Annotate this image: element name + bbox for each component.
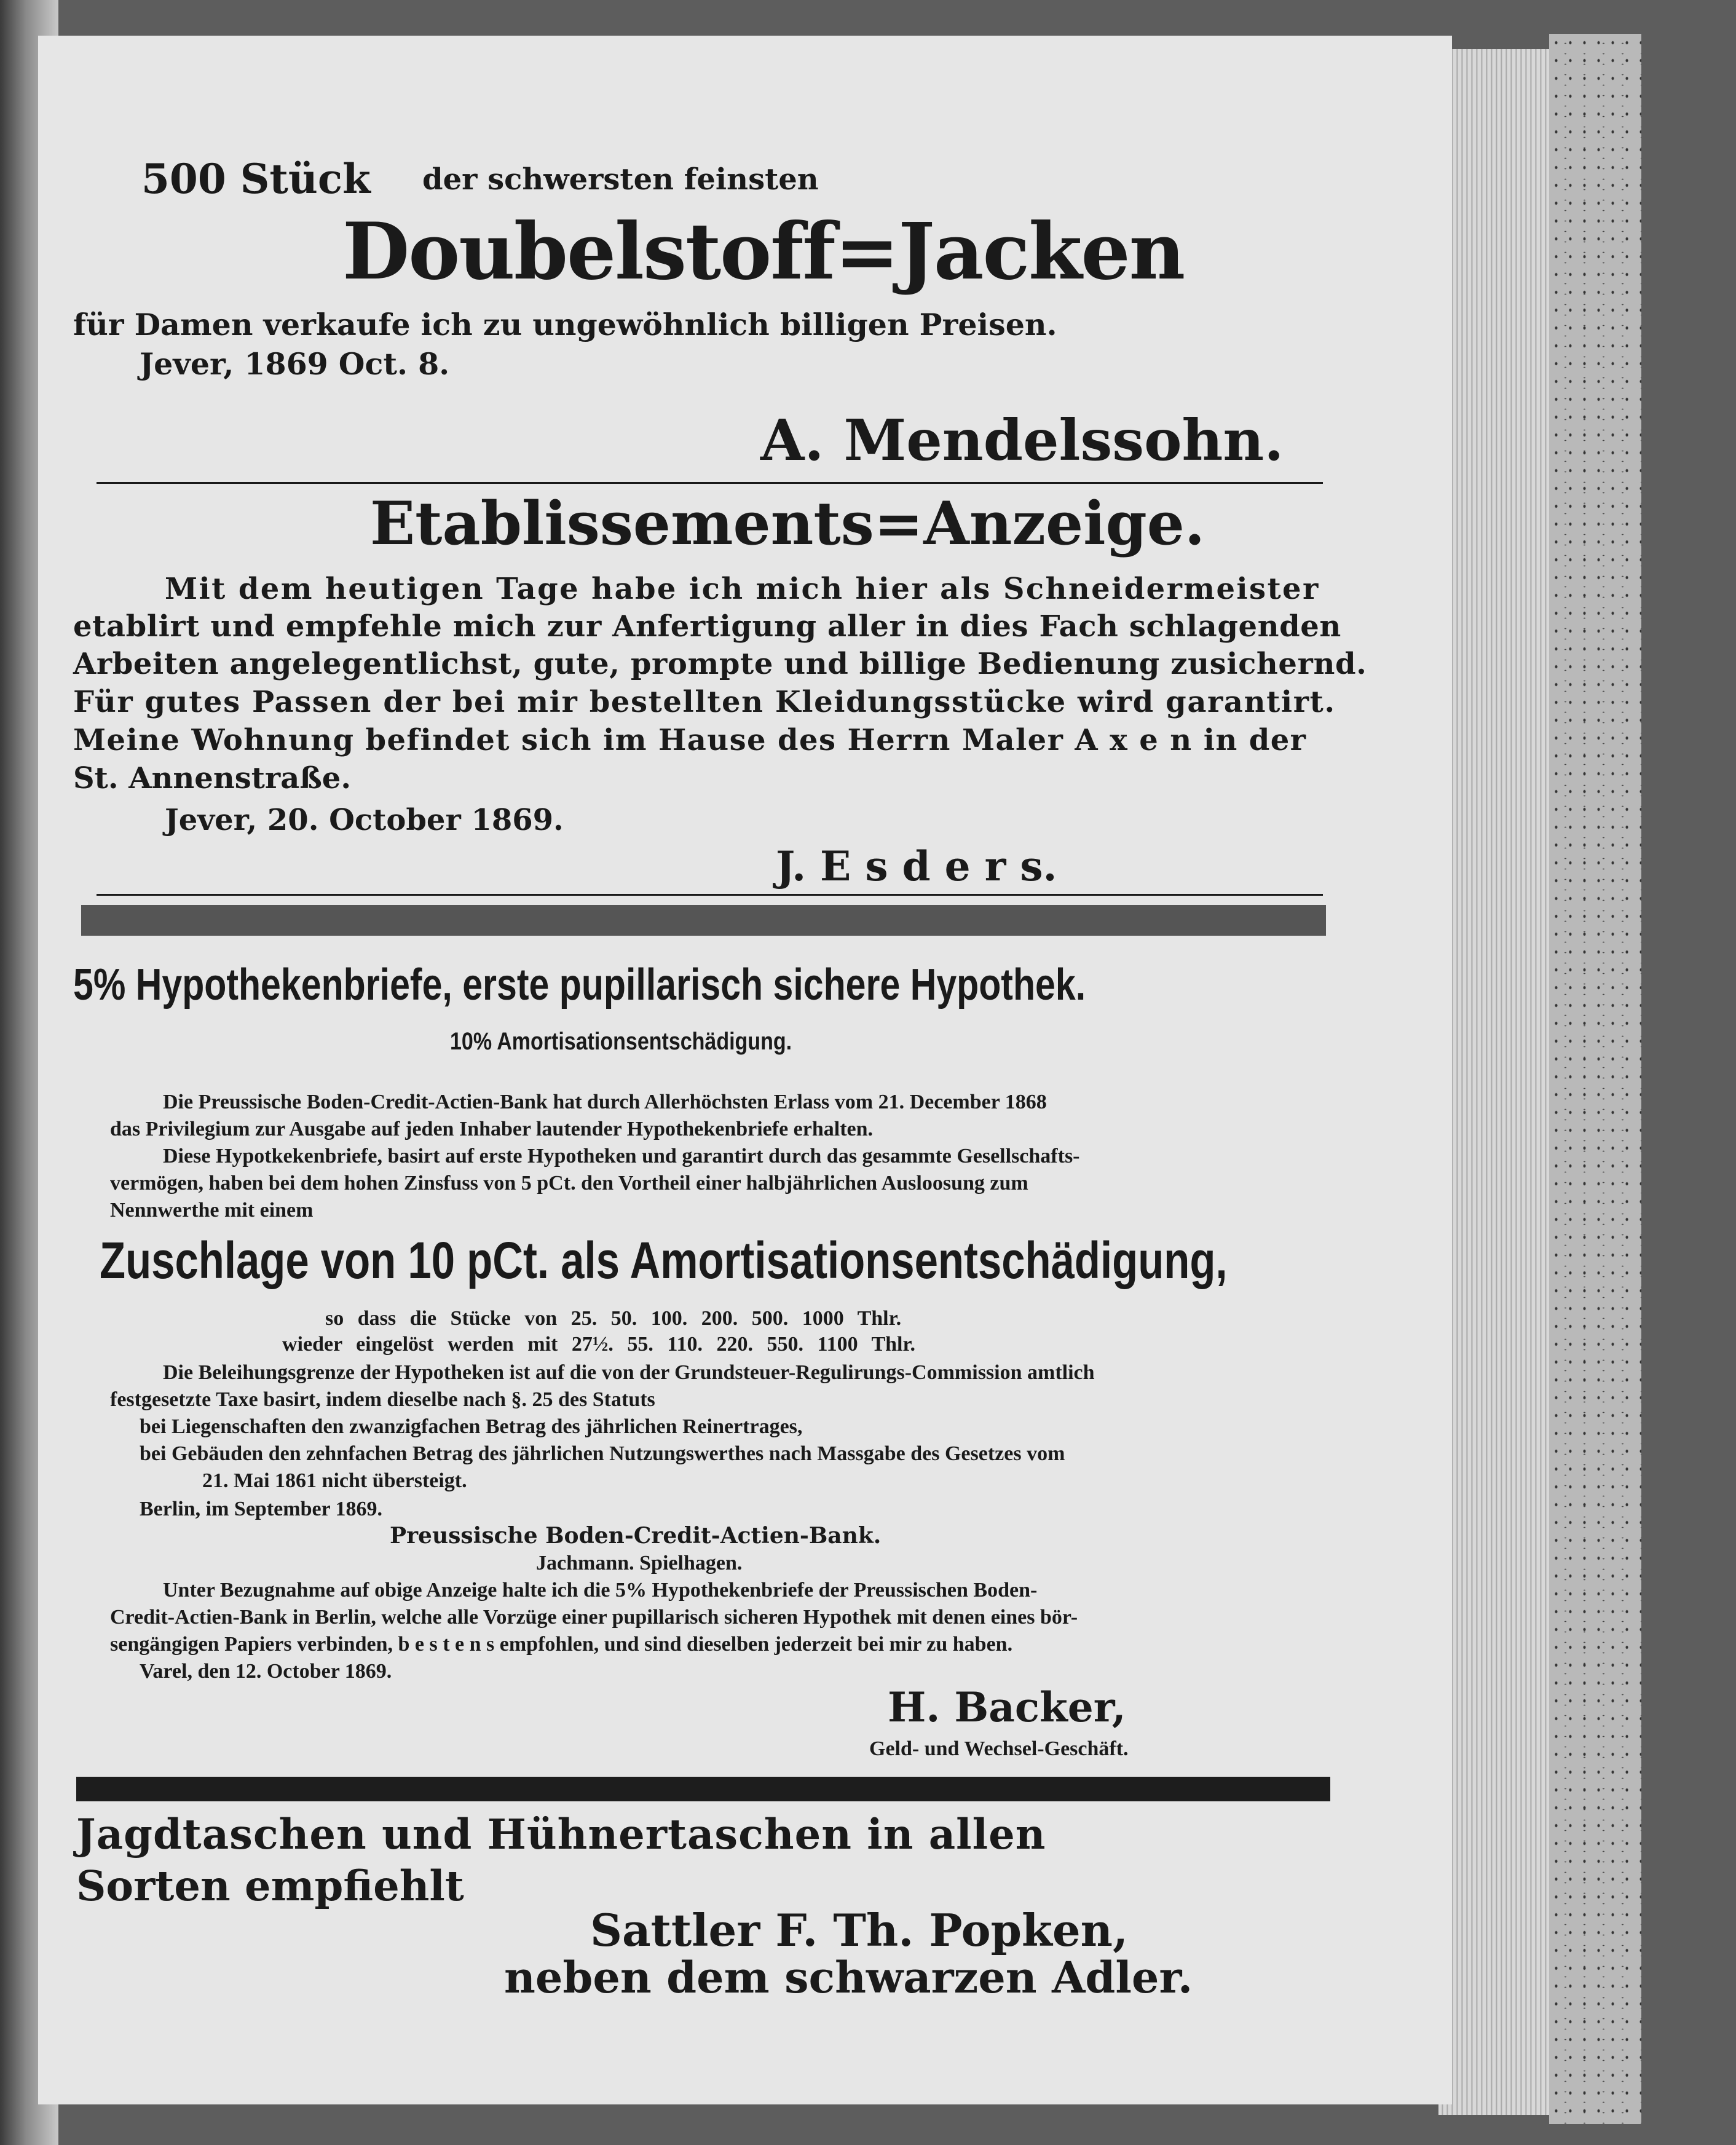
ad-signature: J. E s d e r s. [776, 842, 1057, 890]
ad-signature: A. Mendelssohn. [760, 407, 1284, 473]
ad-body-line: festgesetzte Taxe basirt, indem dieselbe nach §. 25 des Statuts [110, 1388, 655, 1411]
ad-place-date: Jever, 20. October 1869. [165, 803, 564, 837]
ad-table-row: so dass die Stücke von 25. 50. 100. 200. 500. 1000 Thlr. [325, 1307, 902, 1330]
ad-line-quality: der schwersten feinsten [422, 162, 819, 197]
ad-body-line: Mit dem heutigen Tage habe ich mich hier als Schneidermeister [165, 572, 1320, 606]
ad-body-line: Arbeiten angelegentlichst, gute, prompte und billige Bedienung zusichernd. [73, 647, 1367, 681]
ad-bank-name: Preussische Boden-Credit-Actien-Bank. [390, 1523, 882, 1549]
ad-body-line: Für gutes Passen der bei mir bestellten Kleidungsstücke wird garantirt. [73, 685, 1336, 719]
ad-line-offer: für Damen verkaufe ich zu ungewöhnlich billigen Preisen. [73, 307, 1057, 342]
ad-line-quantity: 500 Stück [141, 155, 371, 203]
ad-body-line: bei Gebäuden den zehnfachen Betrag des jährlichen Nutzungswerthes nach Massgabe des Gesetzes vom [140, 1442, 1065, 1465]
ad-body-line: 21. Mai 1861 nicht übersteigt. [202, 1469, 467, 1492]
ad-body-line: St. Annenstraße. [73, 761, 352, 796]
book-cover-edge [1549, 34, 1641, 2124]
ad-bank-signers: Jachmann. Spielhagen. [536, 1552, 743, 1574]
ad-place-date: Berlin, im September 1869. [140, 1498, 383, 1520]
divider-band [76, 1777, 1330, 1801]
ad-line: Jagdtaschen und Hühnertaschen in allen [76, 1810, 1046, 1859]
divider-rule [97, 482, 1323, 484]
ad-headline: Doubelstoff=Jacken [342, 206, 1185, 297]
ad-signature: H. Backer, [888, 1683, 1126, 1731]
ad-line: Sattler F. Th. Popken, [590, 1904, 1129, 1956]
ad-body-line: das Privilegium zur Ausgabe auf jeden Inhaber lautender Hypothekenbriefe erhalten. [110, 1118, 874, 1140]
newspaper-page [38, 36, 1452, 2104]
ad-line: Sorten empfiehlt [76, 1862, 464, 1910]
ad-place-date: Jever, 1869 Oct. 8. [140, 346, 450, 382]
ad-body-line: Die Preussische Boden-Credit-Actien-Bank hat durch Allerhöchsten Erlass vom 21. December 1868 [163, 1091, 1047, 1113]
ad-body-line: sengängigen Papiers verbinden, b e s t e n s empfohlen, und sind dieselben jederzeit bei mir zu haben. [110, 1633, 1013, 1656]
divider-rule [97, 894, 1323, 896]
ad-body-line: bei Liegenschaften den zwanzigfachen Betrag des jährlichen Reinertrages, [140, 1415, 803, 1438]
ad-headline: 5% Hypothekenbriefe, erste pupillarisch sichere Hypothek. [73, 960, 1086, 1009]
ad-place-date: Varel, den 12. October 1869. [140, 1660, 392, 1683]
ad-emphasis-line: Zuschlage von 10 pCt. als Amortisationsentschädigung, [100, 1231, 1228, 1289]
ornamental-band [81, 905, 1326, 936]
ad-table-row: wieder eingelöst werden mit 27½. 55. 110. 220. 550. 1100 Thlr. [282, 1333, 915, 1356]
ad-body-line: Die Beleihungsgrenze der Hypotheken ist auf die von der Grundsteuer-Regulirungs-Commission amtlich [163, 1361, 1095, 1384]
ad-body-line: vermögen, haben bei dem hohen Zinsfuss von 5 pCt. den Vortheil einer halbjährlichen Ausloosung zum [110, 1172, 1028, 1195]
ad-signature-sub: Geld- und Wechsel-Geschäft. [869, 1737, 1129, 1760]
ad-body-line: etablirt und empfehle mich zur Anfertigung aller in dies Fach schlagenden [73, 609, 1341, 644]
ad-body-line: Unter Bezugnahme auf obige Anzeige halte ich die 5% Hypothekenbriefe der Preussischen Boden- [163, 1579, 1038, 1602]
ad-body-line: Credit-Actien-Bank in Berlin, welche alle Vorzüge einer pupillarisch sicheren Hypothek mit denen eines bör- [110, 1606, 1078, 1629]
ad-headline: Etablissements=Anzeige. [370, 489, 1205, 558]
ad-body-line: Meine Wohnung befindet sich im Hause des Herrn Maler A x e n in der [73, 723, 1307, 757]
ad-subheadline: 10% Amortisationsentschädigung. [450, 1028, 792, 1055]
ad-line: neben dem schwarzen Adler. [504, 1952, 1193, 2003]
ad-body-line: Diese Hypotkekenbriefe, basirt auf erste Hypotheken und garantirt durch das gesammte Gesellschafts- [163, 1145, 1080, 1167]
ad-body-line: Nennwerthe mit einem [110, 1199, 314, 1222]
